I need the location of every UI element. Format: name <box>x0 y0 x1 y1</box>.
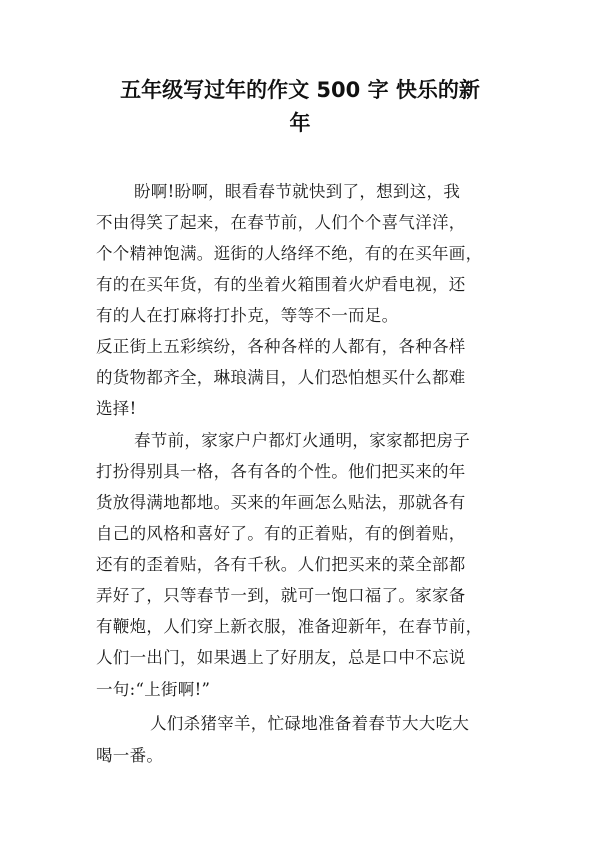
body-line: 喝一番。 <box>96 746 164 765</box>
body-line: 打扮得别具一格，各有各的个性。他们把买来的年 <box>96 462 466 481</box>
body-line: 选择! <box>96 399 137 418</box>
title-line-1: 五年级写过年的作文 500 字 快乐的新 <box>120 78 480 102</box>
body-line: 人们杀猪宰羊，忙碌地准备着春节大大吃大 <box>150 714 470 733</box>
body-line: 有的在买年货，有的坐着火箱围着火炉看电视，还 <box>96 275 466 294</box>
body-line: 个个精神饱满。逛街的人络绎不绝，有的在买年画， <box>96 244 483 263</box>
body-line: 有的人在打麻将打扑克，等等不一而足。 <box>96 306 399 325</box>
body-line: 有鞭炮，人们穿上新衣服，准备迎新年，在春节前， <box>96 617 483 636</box>
body-line: 的货物都齐全，琳琅满目，人们恐怕想买什么都难 <box>96 368 466 387</box>
body-line: 自己的风格和喜好了。有的正着贴，有的倒着贴， <box>96 524 466 543</box>
title-line-2: 年 <box>289 111 311 135</box>
body-line: 盼啊!盼啊，眼看春节就快到了，想到这，我 <box>134 182 461 201</box>
document-title <box>90 74 510 140</box>
body-line: 人们一出门，如果遇上了好朋友，总是口中不忘说 <box>96 648 466 667</box>
body-line: 不由得笑了起来，在春节前，人们个个喜气洋洋， <box>96 213 466 232</box>
body-line: 弄好了，只等春节一到，就可一饱口福了。家家备 <box>96 586 466 605</box>
body-line: 春节前，家家户户都灯火通明，家家都把房子 <box>134 431 470 450</box>
body-line: 一句:“上街啊!” <box>96 680 211 699</box>
body-line: 反正街上五彩缤纷，各种各样的人都有，各种各样 <box>96 337 466 356</box>
body-line: 货放得满地都地。买来的年画怎么贴法，那就各有 <box>96 493 466 512</box>
body-line: 还有的歪着贴，各有千秋。人们把买来的菜全部都 <box>96 555 466 574</box>
